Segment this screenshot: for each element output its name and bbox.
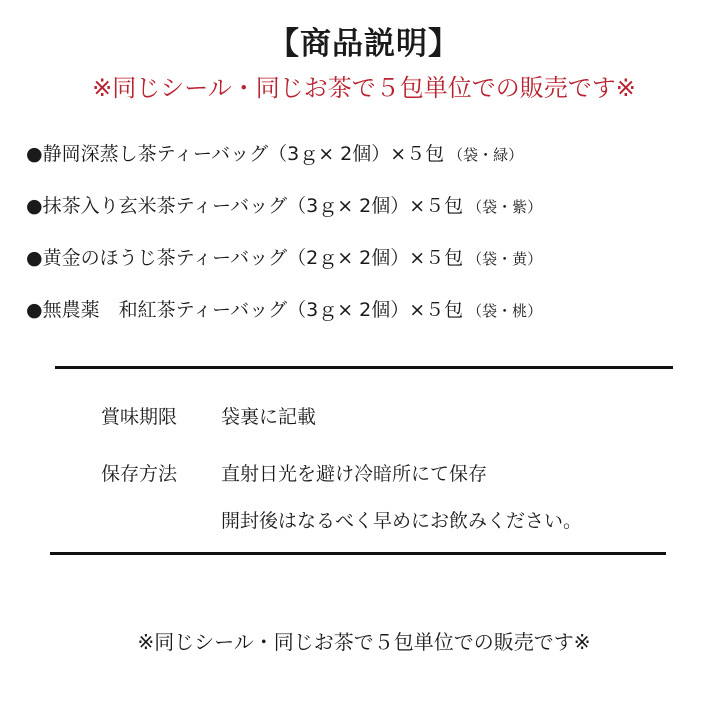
product-bag-color: （袋・緑） <box>448 146 524 164</box>
product-name: ●抹茶入り玄米茶ティーバッグ（3ｇ× 2個）×５包 <box>26 195 464 217</box>
page-title: 【商品説明】 <box>268 26 460 62</box>
storage-after-opening: 開封後はなるべく早めにお飲みください。 <box>221 510 583 532</box>
product-bag-color: （袋・黄） <box>467 250 543 268</box>
divider-top <box>55 366 673 369</box>
product-item <box>26 141 523 168</box>
sales-unit-notice-bottom: ※同じシール・同じお茶で５包単位での販売です※ <box>137 630 591 654</box>
product-item <box>26 245 542 272</box>
product-name: ●黄金のほうじ茶ティーバッグ（2ｇ× 2個）×５包 <box>26 247 464 269</box>
product-bag-color: （袋・桃） <box>467 302 543 320</box>
product-bag-color: （袋・紫） <box>467 198 543 216</box>
storage-label: 保存方法 <box>101 463 178 485</box>
product-name: ●静岡深蒸し茶ティーバッグ（3ｇ× 2個）×５包 <box>26 143 445 165</box>
product-item <box>26 297 542 324</box>
product-item <box>26 193 542 220</box>
product-name: ●無農薬 和紅茶ティーバッグ（3ｇ× 2個）×５包 <box>26 299 464 321</box>
expiry-label: 賞味期限 <box>101 406 178 428</box>
expiry-value: 袋裏に記載 <box>221 406 317 428</box>
divider-bottom <box>50 552 666 555</box>
sales-unit-notice-top: ※同じシール・同じお茶で５包単位での販売です※ <box>92 74 636 102</box>
storage-instruction: 直射日光を避け冷暗所にて保存 <box>221 463 488 485</box>
